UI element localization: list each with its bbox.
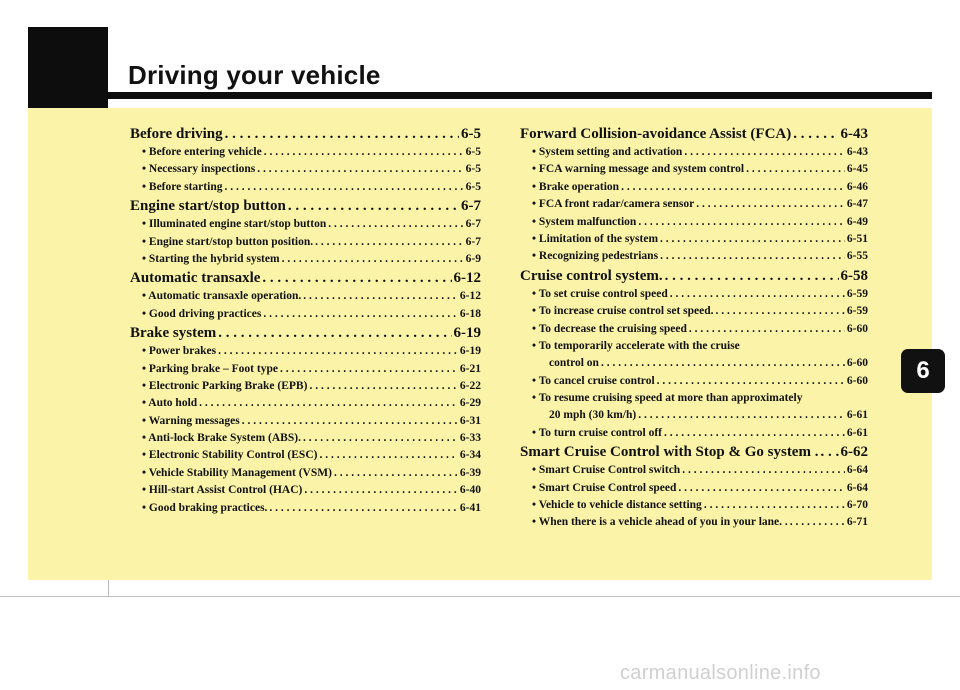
toc-leader-dots	[328, 216, 463, 233]
toc-item-entry[interactable]	[130, 378, 481, 395]
toc-leader-dots	[664, 425, 845, 442]
toc-leader-dots	[678, 480, 845, 497]
toc-page-number: 6-46	[846, 180, 868, 193]
toc-page-number: 6-58	[840, 267, 868, 284]
toc-item-title: • To temporarily accelerate with the cruise	[532, 339, 740, 352]
toc-item-title: • Electronic Stability Control (ESC)	[142, 449, 318, 462]
toc-item-entry[interactable]	[520, 144, 868, 161]
toc-item-entry[interactable]	[130, 234, 481, 251]
toc-column-right	[520, 124, 868, 532]
toc-page-number: 6-5	[461, 126, 481, 142]
toc-page-number: 6-12	[459, 290, 481, 303]
toc-page-number: 6-51	[846, 232, 868, 245]
toc-leader-dots	[242, 413, 458, 430]
toc-item-title: • To decrease the cruising speed	[532, 322, 687, 335]
toc-page-number: 6-19	[459, 345, 481, 358]
toc-item-entry[interactable]	[520, 338, 868, 355]
toc-item-title: • To turn cruise control off	[532, 426, 662, 439]
toc-item-entry[interactable]	[130, 251, 481, 268]
toc-page-number: 6-43	[846, 146, 868, 158]
toc-section-entry[interactable]	[130, 268, 481, 288]
toc-item-title: • FCA warning message and system control	[532, 163, 745, 176]
toc-page-number: 6-5	[465, 180, 481, 193]
toc-item-title: • System setting and activation	[532, 146, 683, 158]
page-title: Driving your vehicle	[128, 60, 381, 90]
toc-item-title: • Parking brake – Foot type	[142, 362, 278, 375]
toc-item-entry[interactable]	[520, 161, 868, 178]
toc-leader-dots	[269, 500, 457, 517]
toc-page-number: 6-60	[846, 322, 868, 335]
toc-page-number: 6-19	[453, 325, 481, 342]
toc-leader-dots	[601, 355, 845, 372]
toc-leader-dots	[309, 378, 457, 395]
toc-item-title: • Smart Cruise Control switch	[532, 464, 681, 477]
toc-item-entry[interactable]	[130, 216, 481, 233]
toc-item-entry[interactable]	[520, 390, 868, 407]
toc-section-title: Brake system	[130, 325, 217, 342]
toc-section-entry[interactable]	[130, 124, 481, 144]
toc-leader-dots	[696, 196, 845, 213]
toc-leader-dots	[218, 343, 458, 360]
toc-leader-dots	[262, 268, 451, 288]
toc-item-title: • Electronic Parking Brake (EPB)	[142, 379, 308, 392]
toc-page-number: 6-43	[840, 126, 868, 142]
toc-leader-dots	[689, 321, 845, 338]
toc-section-title: Automatic transaxle	[130, 270, 261, 287]
toc-item-title: • FCA front radar/camera sensor	[532, 198, 695, 211]
toc-leader-dots	[820, 442, 838, 462]
toc-page-number: 6-62	[840, 444, 868, 461]
toc-item-entry[interactable]	[520, 462, 868, 479]
toc-leader-dots	[199, 395, 458, 412]
toc-leader-dots	[280, 361, 458, 378]
toc-item-entry[interactable]	[520, 179, 868, 196]
toc-item-entry[interactable]	[130, 413, 481, 430]
toc-section-title: Smart Cruise Control with Stop & Go system .	[520, 444, 819, 461]
toc-item-title: • Anti-lock Brake System (ABS).	[142, 432, 301, 445]
toc-leader-dots	[716, 303, 845, 320]
toc-item-title: • Recognizing pedestrians	[532, 250, 659, 263]
toc-page-number: 6-61	[846, 409, 868, 422]
toc-page-number: 6-21	[459, 362, 481, 375]
toc-item-title: • To increase cruise control set speed.	[532, 305, 714, 318]
toc-item-title: • Starting the hybrid system	[142, 252, 280, 265]
toc-leader-dots	[638, 214, 845, 231]
toc-section-title: Before driving	[130, 126, 223, 142]
toc-page-number: 6-5	[465, 163, 481, 176]
toc-leader-dots	[315, 234, 464, 251]
toc-page-number: 6-64	[846, 464, 868, 477]
toc-page-number: 6-49	[846, 215, 868, 228]
toc-item-entry[interactable]	[130, 343, 481, 360]
toc-leader-dots	[304, 482, 458, 499]
toc-item-entry[interactable]	[520, 286, 868, 303]
toc-page-number: 6-7	[465, 218, 481, 231]
toc-section-title: Forward Collision-avoidance Assist (FCA)	[520, 126, 792, 142]
toc-item-title: • Illuminated engine start/stop button	[142, 218, 327, 231]
toc-page-number: 6-59	[846, 305, 868, 318]
toc-section-entry[interactable]	[520, 124, 868, 144]
toc-page-number: 6-41	[459, 501, 481, 514]
toc-item-title: 20 mph (30 km/h)	[549, 409, 637, 422]
toc-item-entry[interactable]	[520, 407, 868, 424]
toc-section-title: Cruise control system.	[520, 267, 663, 284]
toc-section-entry[interactable]	[520, 266, 868, 286]
toc-leader-dots	[670, 286, 845, 303]
toc-leader-dots	[790, 514, 845, 531]
toc-item-entry[interactable]	[520, 303, 868, 320]
toc-page-number: 6-71	[846, 516, 868, 529]
toc-leader-dots	[657, 373, 845, 390]
toc-leader-dots	[288, 196, 459, 216]
toc-leader-dots	[621, 179, 845, 196]
toc-leader-dots	[665, 266, 839, 286]
toc-leader-dots	[660, 231, 845, 248]
toc-leader-dots	[793, 124, 838, 144]
toc-leader-dots	[334, 465, 458, 482]
toc-item-title: • Good driving practices	[142, 307, 262, 320]
toc-page-number: 6-5	[465, 146, 481, 158]
toc-item-title: • To resume cruising speed at more than approximately	[532, 392, 803, 405]
toc-item-title: • System malfunction	[532, 215, 637, 228]
toc-leader-dots	[638, 407, 845, 424]
toc-leader-dots	[660, 248, 845, 265]
toc-item-entry[interactable]	[130, 179, 481, 196]
toc-item-title: • Limitation of the system	[532, 232, 659, 245]
toc-leader-dots	[746, 161, 845, 178]
toc-item-title: • Before entering vehicle	[142, 146, 262, 158]
toc-item-entry[interactable]	[520, 231, 868, 248]
toc-item-title: • Power brakes	[142, 345, 217, 358]
margin-divider	[108, 580, 109, 596]
toc-page-number: 6-29	[459, 397, 481, 410]
toc-section-entry[interactable]	[520, 442, 868, 462]
toc-item-title: • Auto hold	[142, 397, 198, 410]
toc-item-title: • To set cruise control speed	[532, 287, 668, 300]
toc-item-entry[interactable]	[130, 465, 481, 482]
toc-item-entry[interactable]	[520, 514, 868, 531]
toc-item-entry[interactable]	[520, 214, 868, 231]
toc-leader-dots	[682, 462, 845, 479]
footer-rule	[0, 596, 960, 597]
toc-page-number: 6-47	[846, 198, 868, 211]
toc-leader-dots	[257, 161, 463, 178]
toc-section-title: Engine start/stop button	[130, 198, 286, 215]
toc-item-entry[interactable]	[520, 497, 868, 514]
toc-item-entry[interactable]	[130, 144, 481, 161]
toc-column-left	[130, 124, 481, 517]
toc-leader-dots	[263, 306, 458, 323]
toc-item-entry[interactable]	[130, 430, 481, 447]
toc-page-number: 6-34	[459, 449, 481, 462]
toc-page-number: 6-45	[846, 163, 868, 176]
toc-section-entry[interactable]	[130, 323, 481, 343]
toc-page-number: 6-61	[846, 426, 868, 439]
toc-page-number: 6-60	[846, 357, 868, 370]
toc-item-entry[interactable]	[130, 306, 481, 323]
toc-page-number: 6-9	[465, 252, 481, 265]
toc-item-title: • Engine start/stop button position.	[142, 235, 314, 248]
toc-page-number: 6-33	[459, 432, 481, 445]
toc-page-number: 6-22	[459, 379, 481, 392]
toc-page-number: 6-12	[453, 270, 481, 287]
toc-item-entry[interactable]	[520, 480, 868, 497]
toc-item-entry[interactable]	[130, 447, 481, 464]
toc-leader-dots	[218, 323, 451, 343]
toc-item-title: • Warning messages	[142, 414, 240, 427]
toc-item-title: • Vehicle Stability Management (VSM)	[142, 466, 332, 479]
toc-leader-dots	[303, 288, 458, 305]
toc-leader-dots	[224, 179, 463, 196]
toc-leader-dots	[684, 144, 845, 161]
toc-item-title: • Smart Cruise Control speed	[532, 481, 677, 494]
toc-item-title: • To cancel cruise control	[532, 374, 655, 387]
toc-item-title: • When there is a vehicle ahead of you in your lane. .	[532, 516, 788, 529]
chapter-number-tab[interactable]: 6	[901, 349, 945, 393]
toc-page-number: 6-55	[846, 250, 868, 263]
toc-item-entry[interactable]	[130, 288, 481, 305]
toc-page-number: 6-59	[846, 287, 868, 300]
toc-item-entry[interactable]	[130, 500, 481, 517]
toc-item-entry[interactable]	[130, 361, 481, 378]
toc-item-entry[interactable]	[520, 425, 868, 442]
toc-item-title: • Vehicle to vehicle distance setting	[532, 499, 702, 512]
toc-page-number: 6-31	[459, 414, 481, 427]
toc-leader-dots	[282, 251, 464, 268]
toc-item-entry[interactable]	[130, 395, 481, 412]
toc-page-number: 6-60	[846, 374, 868, 387]
toc-item-entry[interactable]	[130, 161, 481, 178]
toc-page-number: 6-40	[459, 484, 481, 497]
chapter-black-block	[28, 27, 108, 108]
toc-page-number: 6-70	[846, 499, 868, 512]
toc-leader-dots	[704, 497, 845, 514]
toc-item-title: • Hill-start Assist Control (HAC)	[142, 484, 303, 497]
toc-item-entry[interactable]	[130, 482, 481, 499]
toc-item-title: • Before starting	[142, 180, 223, 193]
toc-leader-dots	[225, 124, 459, 144]
toc-section-entry[interactable]	[130, 196, 481, 216]
watermark-text: carmanualsonline.info	[620, 662, 821, 684]
toc-item-title: • Automatic transaxle operation.	[142, 290, 302, 303]
toc-item-title: • Good braking practices.	[142, 501, 268, 514]
title-underline	[108, 92, 932, 99]
toc-leader-dots	[319, 447, 457, 464]
toc-page-number: 6-39	[459, 466, 481, 479]
toc-leader-dots	[264, 144, 464, 161]
toc-item-entry[interactable]	[520, 373, 868, 390]
toc-item-title: • Brake operation	[532, 180, 620, 193]
toc-page-number: 6-18	[459, 307, 481, 320]
toc-page-number: 6-7	[461, 198, 481, 215]
toc-item-entry[interactable]	[520, 321, 868, 338]
toc-item-title: control on	[549, 357, 599, 370]
toc-page-number: 6-64	[846, 481, 868, 494]
toc-item-title: • Necessary inspections	[142, 163, 256, 176]
toc-leader-dots	[303, 430, 458, 447]
toc-page-number: 6-7	[465, 235, 481, 248]
toc-item-entry[interactable]	[520, 196, 868, 213]
toc-item-entry[interactable]	[520, 355, 868, 372]
toc-item-entry[interactable]	[520, 248, 868, 265]
